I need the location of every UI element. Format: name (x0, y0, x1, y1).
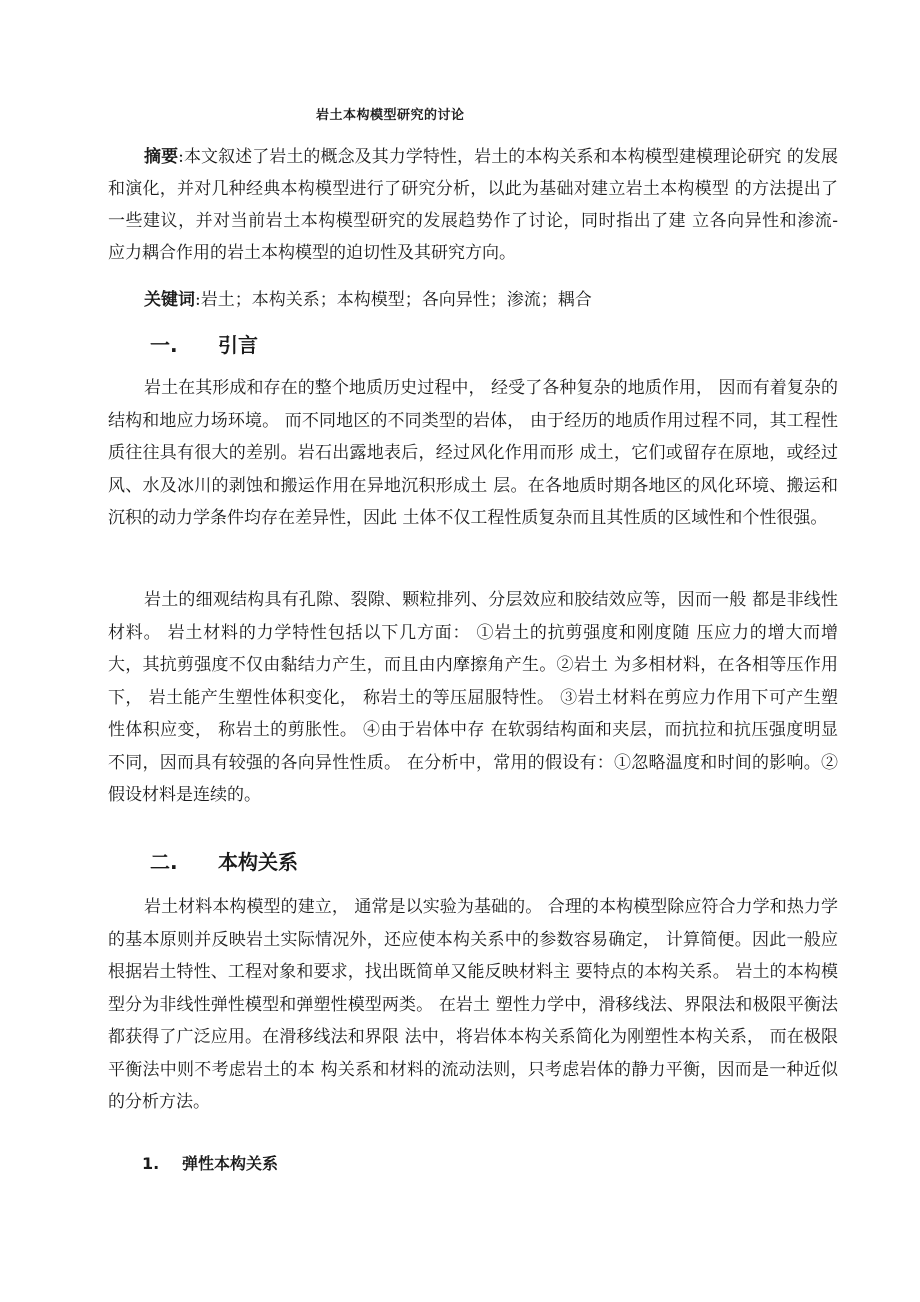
keywords-paragraph (108, 284, 838, 317)
intro-paragraph-1: 岩土在其形成和存在的整个地质历史过程中， 经受了各种复杂的地质作用， 因而有着复杂的结构和地应力场环境。 而不同地区的不同类型的岩体， 由于经历的地质作用过程不同，其工程性质往往具有很大的差别。岩石出露地表后，经过风化作用而形 成土，它们或留存在原地，或经过风、水及冰川的剥蚀和搬运作用在异地沉积形成土 层。在各地质时期各地区的风化环境、搬运和沉积的动力学条件均存在差异性，因此 土体不仅工程性质复杂而且其性质的区域性和个性很强。 (108, 378, 838, 528)
keywords-label: 关键词 (144, 290, 195, 310)
section-title: 本构关系 (218, 850, 298, 874)
constitutive-paragraph-1: 岩土材料本构模型的建立， 通常是以实验为基础的。 合理的本构模型除应符合力学和热力学的基本原则并反映岩土实际情况外，还应使本构关系中的参数容易确定， 计算简便。因此一般应根据岩土特性、工程对象和要求，找出既简单又能反映材料主 要特点的本构关系。 岩土的本构模型分为非线性弹性模型和弹塑性模型两类。 在岩土 塑性力学中，滑移线法、界限法和极限平衡法都获得了广泛应用。在滑移线法和界限 法中，将岩体本构关系简化为刚塑性本构关系， 而在极限平衡法中则不考虑岩土的本 构关系和材料的流动法则，只考虑岩体的静力平衡，因而是一种近似的分析方法。 (108, 897, 838, 1112)
abstract-label: 摘要 (144, 147, 179, 167)
subsection-number: 1. (142, 1154, 160, 1173)
section-number: 一. (150, 333, 178, 357)
intro-paragraph-2: 岩土的细观结构具有孔隙、裂隙、颗粒排列、分层效应和胶结效应等，因而一般 都是非线性材料。 岩土材料的力学特性包括以下几方面： ①岩土的抗剪强度和刚度随 压应力的增大而增大，其抗剪强度不仅由黏结力产生，而且由内摩擦角产生。②岩土 为多相材料，在各相等压作用下， 岩土能产生塑性体积变化， 称岩土的等压屈服特性。 ③岩土材料在剪应力作用下可产生塑性体积应变， 称岩土的剪胀性。 ④由于岩体中存 在软弱结构面和夹层，而抗拉和抗压强度明显不同，因而具有较强的各向异性性质。 在分析中，常用的假设有：①忽略温度和时间的影响。②假设材料是连续的。 (108, 590, 838, 805)
document-title: 岩土本构模型研究的讨论 (316, 108, 465, 123)
abstract-text: :本文叙述了岩土的概念及其力学特性，岩土的本构关系和本构模型建模理论研究 的发展和演化，并对几种经典本构模型进行了研究分析，以此为基础对建立岩土本构模型 的方法提出了一些建议，并对当前岩土本构模型研究的发展趋势作了讨论，同时指出了建 立各向异性和渗流- 应力耦合作用的岩土本构模型的迫切性及其研究方向。 (108, 147, 838, 263)
section-number: 二. (150, 850, 178, 874)
keywords-text: :岩土；本构关系；本构模型；各向异性；渗流；耦合 (195, 290, 592, 310)
section-heading-constitutive (110, 846, 410, 874)
section-heading-introduction (110, 329, 410, 357)
subsection-title: 弹性本构关系 (182, 1154, 279, 1173)
abstract-paragraph (108, 141, 838, 269)
subsection-heading-elastic (142, 1151, 278, 1174)
section-title: 引言 (218, 333, 258, 357)
